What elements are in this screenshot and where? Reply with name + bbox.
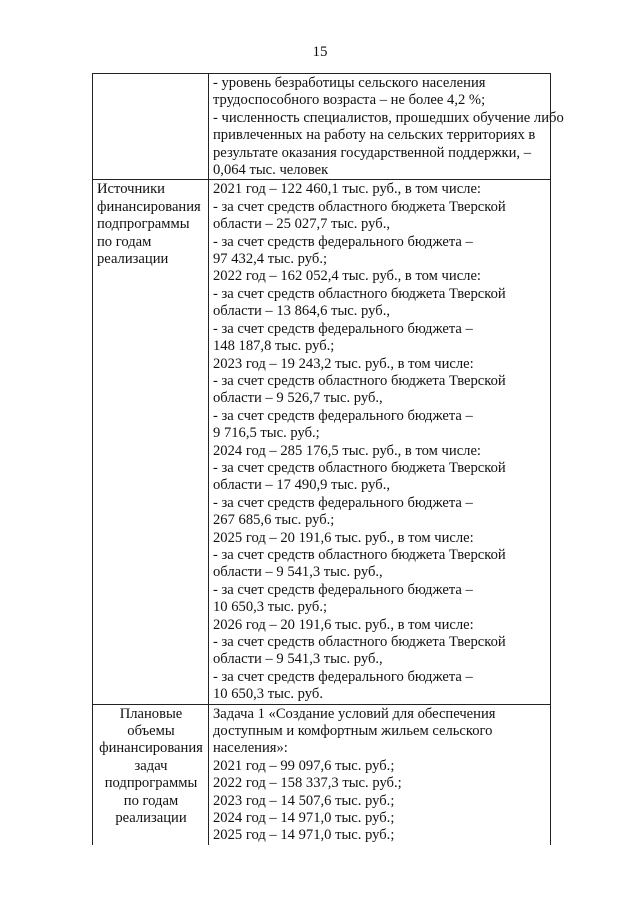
table-row <box>93 180 551 704</box>
content-line: - за счет средств областного бюджета Тверской <box>213 285 506 302</box>
content-line: - за счет средств областного бюджета Тверской <box>213 372 506 389</box>
row-label-cell <box>93 180 209 704</box>
row-label-cell <box>93 74 209 180</box>
row-content-cell <box>209 74 564 180</box>
content-line: - за счет средств областного бюджета Тверской <box>213 634 506 650</box>
content-line: - за счет средств областного бюджета Тверской <box>213 198 506 215</box>
content-line: - за счет средств федерального бюджета – <box>213 407 473 424</box>
content-line: 2024 год – 14 971,0 тыс. руб.; <box>213 810 395 827</box>
content-line: области – 9 541,3 тыс. руб., <box>213 651 383 668</box>
label-line: реализации <box>97 251 169 268</box>
content-line: результате оказания государственной поддержки, – <box>213 144 532 161</box>
row-label-cell <box>93 704 209 845</box>
content-line: 10 650,3 тыс. руб.; <box>213 599 328 616</box>
label-line: объемы <box>127 723 175 740</box>
label-line: по годам <box>97 233 152 250</box>
content-line: 97 432,4 тыс. руб.; <box>213 251 328 268</box>
content-line: области – 13 864,6 тыс. руб., <box>213 303 390 320</box>
content-line: 10 650,3 тыс. руб. <box>213 686 323 703</box>
content-line: - за счет средств федерального бюджета – <box>213 581 473 598</box>
table-row <box>93 704 551 845</box>
table-row <box>93 74 551 180</box>
content-line: - за счет средств федерального бюджета – <box>213 320 473 337</box>
content-line: 2021 год – 99 097,6 тыс. руб.; <box>213 757 395 774</box>
content-line: Задача 1 «Создание условий для обеспечения <box>213 705 496 722</box>
page-number: 15 <box>312 44 328 60</box>
content-line: области – 17 490,9 тыс. руб., <box>213 477 390 494</box>
content-line: - за счет средств федерального бюджета – <box>213 668 473 685</box>
label-line: Источники <box>97 181 165 198</box>
content-line: 148 187,8 тыс. руб.; <box>213 338 335 355</box>
passport-table <box>92 73 564 845</box>
content-line: населения»: <box>213 740 288 757</box>
content-line: 2024 год – 285 176,5 тыс. руб., в том числе: <box>213 442 481 459</box>
content-line: 0,064 тыс. человек <box>213 162 329 179</box>
content-line: 2025 год – 20 191,6 тыс. руб., в том числе: <box>213 529 474 546</box>
content-line: 2025 год – 14 971,0 тыс. руб.; <box>213 827 395 844</box>
label-line: по годам <box>123 792 179 809</box>
content-line: - за счет средств областного бюджета Тверской <box>213 459 506 476</box>
content-line: - численность специалистов, прошедших обучение либо <box>213 109 564 126</box>
label-line: реализации <box>115 810 187 827</box>
content-line: 2022 год – 162 052,4 тыс. руб., в том числе: <box>213 268 481 285</box>
content-line: - за счет средств федерального бюджета – <box>213 233 473 250</box>
content-line: области – 9 541,3 тыс. руб., <box>213 564 383 581</box>
content-line: привлеченных на работу на сельских территориях в <box>213 127 536 144</box>
content-line: области – 9 526,7 тыс. руб., <box>213 390 383 407</box>
content-line: 2023 год – 14 507,6 тыс. руб.; <box>213 792 395 809</box>
label-line: задач <box>134 757 168 774</box>
content-line: - за счет средств федерального бюджета – <box>213 494 473 511</box>
label-line: финансирования <box>97 198 201 215</box>
label-line: подпрограммы <box>97 216 190 233</box>
content-line: 2026 год – 20 191,6 тыс. руб., в том числе: <box>213 616 474 633</box>
content-line: - за счет средств областного бюджета Тверской <box>213 546 506 563</box>
content-line: 2022 год – 158 337,3 тыс. руб.; <box>213 775 402 792</box>
content-line: области – 25 027,7 тыс. руб., <box>213 216 390 233</box>
content-line: 267 685,6 тыс. руб.; <box>213 512 335 529</box>
label-line: финансирования <box>99 740 203 757</box>
row-content-cell <box>209 180 551 704</box>
content-line: 2023 год – 19 243,2 тыс. руб., в том числе: <box>213 355 474 372</box>
content-line: доступным и комфортным жильем сельского <box>213 723 493 740</box>
content-line: - уровень безработицы сельского населения <box>213 75 486 91</box>
content-line: 9 716,5 тыс. руб.; <box>213 425 320 442</box>
content-line: трудоспособного возраста – не более 4,2 %; <box>213 92 486 109</box>
content-line: 2021 год – 122 460,1 тыс. руб., в том числе: <box>213 181 481 198</box>
label-line: Плановые <box>119 705 183 722</box>
row-content-cell <box>209 704 551 845</box>
label-line: подпрограммы <box>104 775 198 792</box>
